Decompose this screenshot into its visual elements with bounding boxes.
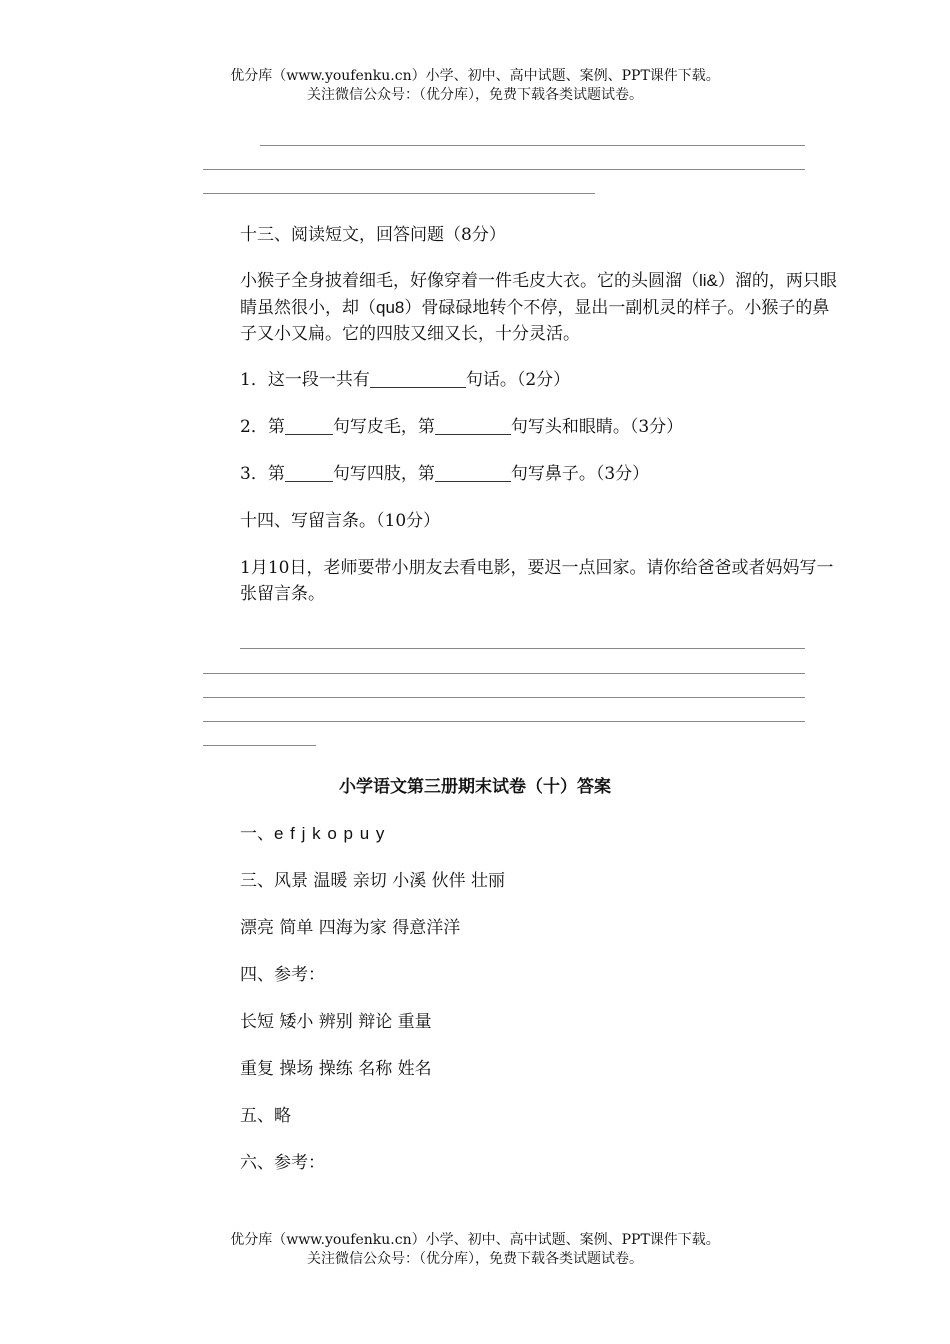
answers-title: 小学语文第三册期末试卷（十）答案 bbox=[339, 777, 611, 796]
question-1-text: 1．这一段一共有 bbox=[240, 370, 370, 390]
answer-5: 五、略 bbox=[240, 1106, 291, 1126]
header-line-2: 关注微信公众号：（优分库），免费下载各类试题试卷。 bbox=[307, 87, 643, 103]
answer-3-continued: 漂亮 简单 四海为家 得意洋洋 bbox=[240, 918, 461, 938]
writing-line bbox=[203, 745, 316, 746]
writing-line bbox=[203, 673, 805, 674]
header-line-1: 优分库（www.youfenku.cn）小学、初中、高中试题、案例、PPT课件下载。 bbox=[230, 68, 720, 84]
question-1 bbox=[203, 367, 842, 393]
answer-1 bbox=[203, 821, 842, 847]
writing-line bbox=[203, 169, 805, 170]
answer-blank[interactable] bbox=[435, 463, 511, 482]
section-14-title: 十四、写留言条。（10分） bbox=[240, 511, 441, 531]
question-2-text: 2．第 bbox=[240, 417, 285, 437]
section-14-prompt: 1月10日，老师要带小朋友去看电影，要迟一点回家。请你给爸爸或者妈妈写一张留言条。 bbox=[240, 558, 834, 604]
question-2-suffix: 句写头和眼睛。（3分） bbox=[510, 417, 684, 437]
page-header bbox=[0, 67, 950, 105]
answer-4-line-1: 长短 矮小 辨别 辩论 重量 bbox=[240, 1012, 432, 1032]
answer-4-line-2: 重复 操场 操练 名称 姓名 bbox=[240, 1059, 432, 1079]
answer-1-label: 一、 bbox=[240, 824, 274, 844]
answer-blank[interactable] bbox=[370, 369, 466, 388]
answer-6: 六、参考： bbox=[240, 1153, 325, 1173]
question-2-mid: 句写皮毛，第 bbox=[332, 417, 435, 437]
passage-part-a: 小猴子全身披着细毛，好像穿着一件毛皮大衣。它的头圆溜（ bbox=[240, 271, 699, 291]
writing-line bbox=[203, 193, 595, 194]
question-2 bbox=[203, 414, 842, 440]
pinyin-liu: li& bbox=[699, 271, 718, 290]
footer-line-2: 关注微信公众号：（优分库），免费下载各类试题试卷。 bbox=[307, 1251, 643, 1267]
page-footer bbox=[0, 1231, 950, 1269]
passage-part-b: ）溜的，两只眼睛虽然很小，却（ bbox=[240, 271, 837, 318]
section-13-title: 十三、阅读短文，回答问题（8分） bbox=[240, 225, 506, 245]
footer-line-1: 优分库（www.youfenku.cn）小学、初中、高中试题、案例、PPT课件下载。 bbox=[230, 1232, 720, 1248]
answer-4: 四、参考： bbox=[240, 965, 325, 985]
answer-blank[interactable] bbox=[285, 416, 333, 435]
question-3-mid: 句写四肢，第 bbox=[332, 464, 435, 484]
answer-1-text: e f j k o p u y bbox=[274, 824, 386, 843]
writing-line bbox=[240, 648, 805, 649]
pinyin-que: qu8 bbox=[376, 297, 405, 317]
writing-line bbox=[203, 721, 805, 722]
question-3-suffix: 句写鼻子。（3分） bbox=[510, 464, 650, 484]
answer-blank[interactable] bbox=[285, 463, 333, 482]
answer-blank[interactable] bbox=[435, 416, 511, 435]
passage-part-c: ）骨碌碌地转个不停，显出一副机灵的样子。小猴子的鼻子又小又扁。它的四肢又细又长，十分灵活。 bbox=[240, 297, 830, 344]
question-3 bbox=[203, 461, 842, 487]
writing-line bbox=[203, 697, 805, 698]
question-3-text: 3．第 bbox=[240, 464, 285, 484]
question-1-suffix: 句话。（2分） bbox=[465, 370, 571, 390]
reading-passage bbox=[203, 268, 842, 348]
answer-3: 三、风景 温暖 亲切 小溪 伙伴 壮丽 bbox=[240, 871, 506, 891]
writing-line bbox=[260, 145, 805, 146]
